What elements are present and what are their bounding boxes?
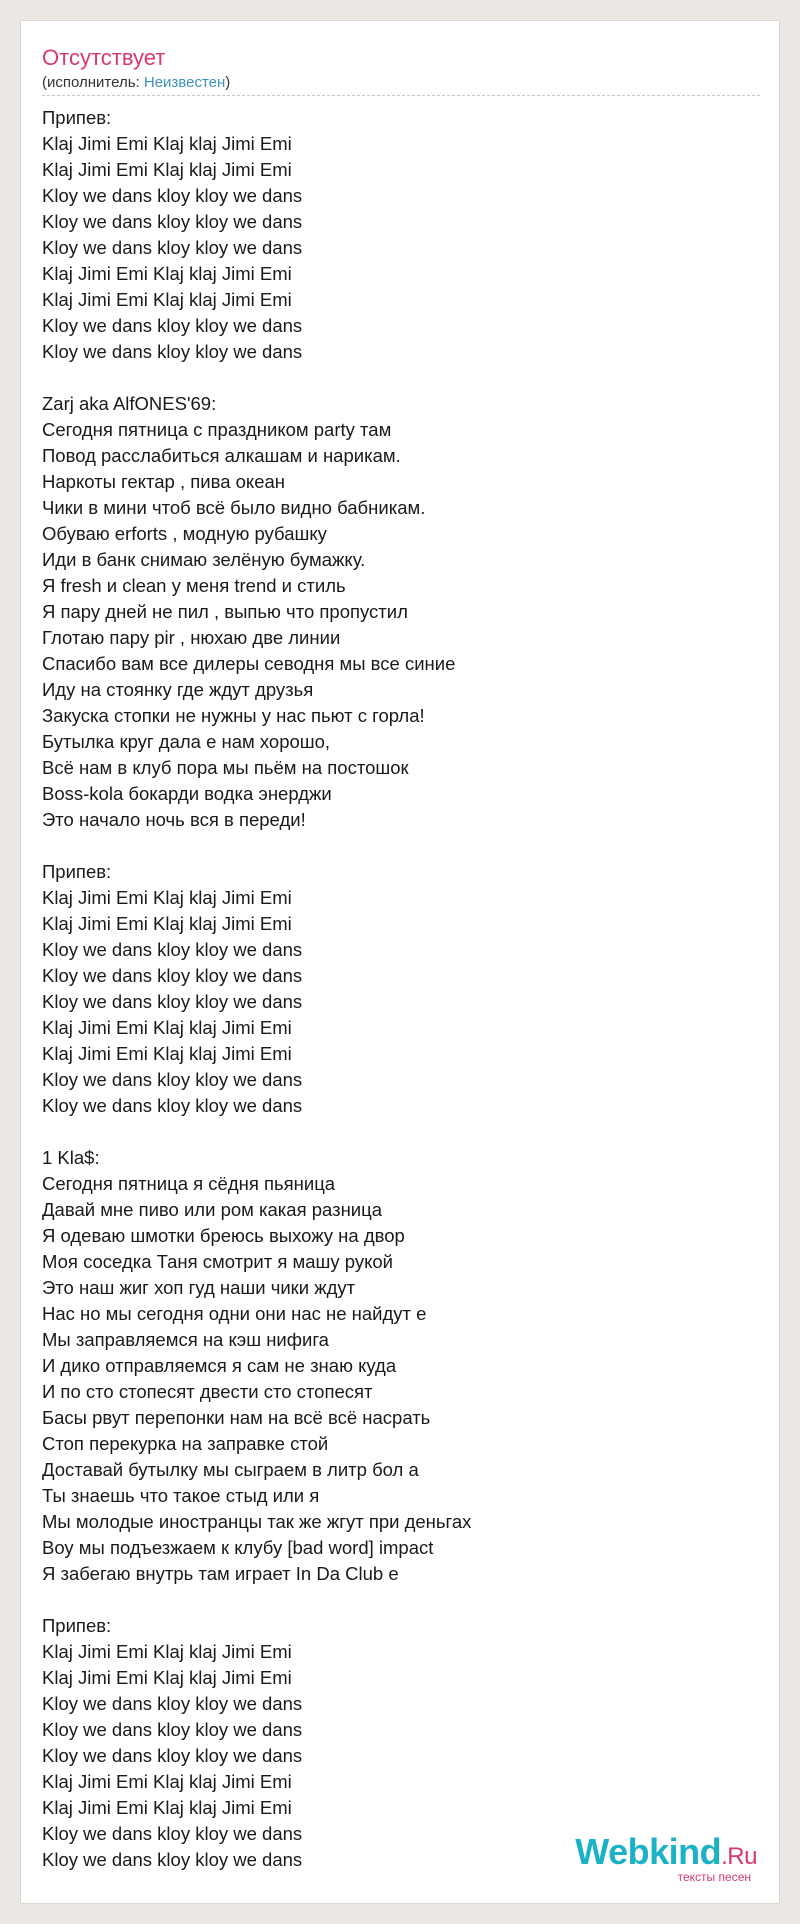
- lyrics-line: Klaj Jimi Emi Klaj klaj Jimi Emi: [42, 133, 292, 154]
- lyrics-line: Kloy we dans kloy kloy we dans: [42, 1745, 303, 1766]
- lyrics-line: Воу мы подъезжаем к клубу [bad word] impact: [42, 1537, 434, 1558]
- lyrics-line: Припев:: [42, 107, 112, 128]
- lyrics-line: Kloy we dans kloy kloy we dans: [42, 939, 303, 960]
- lyrics-blank-line: [42, 833, 742, 859]
- lyrics-line: Kloy we dans kloy kloy we dans: [42, 211, 303, 232]
- lyrics-line: Припев:: [42, 861, 112, 882]
- lyrics-line: Boss-kola бокарди водка энерджи: [42, 783, 332, 804]
- logo-tld: .Ru: [721, 1843, 757, 1870]
- lyrics-line: Kloy we dans kloy kloy we dans: [42, 1693, 303, 1714]
- lyrics-line: Kloy we dans kloy kloy we dans: [42, 315, 303, 336]
- lyrics-line: Спасибо вам все дилеры севодня мы все синие: [42, 653, 456, 674]
- lyrics-line: Припев:: [42, 1615, 112, 1636]
- lyrics-line: Klaj Jimi Emi Klaj klaj Jimi Emi: [42, 1771, 292, 1792]
- lyrics-line: Klaj Jimi Emi Klaj klaj Jimi Emi: [42, 1641, 292, 1662]
- byline-suffix: ): [225, 74, 231, 91]
- lyrics-line: Kloy we dans kloy kloy we dans: [42, 1849, 303, 1870]
- lyrics-blank-line: [42, 1587, 742, 1613]
- lyrics-line: Это наш жиг хоп гуд наши чики ждут: [42, 1277, 356, 1298]
- lyrics-line: Klaj Jimi Emi Klaj klaj Jimi Emi: [42, 887, 292, 908]
- lyrics-line: Klaj Jimi Emi Klaj klaj Jimi Emi: [42, 1043, 292, 1064]
- lyrics-line: Klaj Jimi Emi Klaj klaj Jimi Emi: [42, 913, 292, 934]
- lyrics-line: Бутылка круг дала е нам хорошо,: [42, 731, 331, 752]
- lyrics-blank-line: [42, 365, 742, 391]
- lyrics-line: Kloy we dans kloy kloy we dans: [42, 1069, 303, 1090]
- lyrics-line: Ты знаешь что такое стыд или я: [42, 1485, 320, 1506]
- lyrics-line: Klaj Jimi Emi Klaj klaj Jimi Emi: [42, 1667, 292, 1688]
- lyrics-line: Глотаю пару pir , нюхаю две линии: [42, 627, 341, 648]
- lyrics-line: Повод расслабиться алкашам и нарикам.: [42, 445, 401, 466]
- lyrics-line: Kloy we dans kloy kloy we dans: [42, 237, 303, 258]
- song-title: Отсутствует: [42, 45, 166, 70]
- artist-link[interactable]: Неизвестен: [143, 74, 226, 91]
- lyrics-line: Kloy we dans kloy kloy we dans: [42, 185, 303, 206]
- lyrics-line: Закуска стопки не нужны у нас пьют с горла!: [42, 705, 425, 726]
- lyrics-line: Нас но мы сегодня одни они нас не найдут е: [42, 1303, 427, 1324]
- byline-prefix: (исполнитель:: [42, 74, 144, 91]
- lyrics-line: Басы рвут перепонки нам на всё всё насрать: [42, 1407, 431, 1428]
- site-logo[interactable]: [575, 1831, 757, 1884]
- lyrics-line: Klaj Jimi Emi Klaj klaj Jimi Emi: [42, 1797, 292, 1818]
- artist-byline: [42, 73, 230, 93]
- lyrics-line: Kloy we dans kloy kloy we dans: [42, 1823, 303, 1844]
- lyrics-line: Я одеваю шмотки бреюсь выхожу на двор: [42, 1225, 405, 1246]
- lyrics-line: Давай мне пиво или ром какая разница: [42, 1199, 383, 1220]
- lyrics-line: Всё нам в клуб пора мы пьём на постошок: [42, 757, 409, 778]
- lyrics-blank-line: [42, 1119, 742, 1145]
- lyrics-line: И по сто стопесят двести сто стопесят: [42, 1381, 373, 1402]
- lyrics-line: Стоп перекурка на заправке стой: [42, 1433, 329, 1454]
- lyrics-line: Kloy we dans kloy kloy we dans: [42, 965, 303, 986]
- lyrics-line: Сегодня пятница я сёдня пьяница: [42, 1173, 336, 1194]
- lyrics-line: И дико отправляемся я сам не знаю куда: [42, 1355, 397, 1376]
- lyrics-card: [20, 20, 780, 1904]
- lyrics-line: Это начало ночь вся в переди!: [42, 809, 306, 830]
- lyrics-line: Доставай бутылку мы сыграем в литр бол а: [42, 1459, 419, 1480]
- lyrics-line: Klaj Jimi Emi Klaj klaj Jimi Emi: [42, 1017, 292, 1038]
- lyrics-line: Иду на стоянку где ждут друзья: [42, 679, 314, 700]
- lyrics-line: Klaj Jimi Emi Klaj klaj Jimi Emi: [42, 289, 292, 310]
- lyrics-line: Мы молодые иностранцы так же жгут при деньгах: [42, 1511, 472, 1532]
- lyrics-line: Klaj Jimi Emi Klaj klaj Jimi Emi: [42, 263, 292, 284]
- lyrics-text: [42, 105, 742, 1873]
- lyrics-line: Kloy we dans kloy kloy we dans: [42, 991, 303, 1012]
- lyrics-line: 1 Kla$:: [42, 1147, 100, 1168]
- lyrics-line: Я забегаю внутрь там играет In Da Club е: [42, 1563, 399, 1584]
- lyrics-line: Моя соседка Таня смотрит я машу рукой: [42, 1251, 394, 1272]
- lyrics-line: Я пару дней не пил , выпью что пропустил: [42, 601, 408, 622]
- title-divider: [42, 95, 760, 96]
- lyrics-line: Zarj aka AlfONES'69:: [42, 393, 217, 414]
- lyrics-line: Я fresh и clean у меня trend и стиль: [42, 575, 346, 596]
- lyrics-line: Kloy we dans kloy kloy we dans: [42, 1719, 303, 1740]
- lyrics-line: Чики в мини чтоб всё было видно бабникам.: [42, 497, 426, 518]
- lyrics-line: Kloy we dans kloy kloy we dans: [42, 341, 303, 362]
- lyrics-line: Иди в банк снимаю зелёную бумажку.: [42, 549, 366, 570]
- logo-brand: Webkind: [575, 1831, 722, 1872]
- lyrics-line: Наркоты гектар , пива океан: [42, 471, 286, 492]
- lyrics-line: Kloy we dans kloy kloy we dans: [42, 1095, 303, 1116]
- logo-tagline: тексты песен: [677, 1870, 751, 1884]
- lyrics-line: Обуваю erforts , модную рубашку: [42, 523, 327, 544]
- lyrics-line: Мы заправляемся на кэш нифига: [42, 1329, 329, 1350]
- lyrics-line: Klaj Jimi Emi Klaj klaj Jimi Emi: [42, 159, 292, 180]
- lyrics-line: Сегодня пятница с праздником party там: [42, 419, 392, 440]
